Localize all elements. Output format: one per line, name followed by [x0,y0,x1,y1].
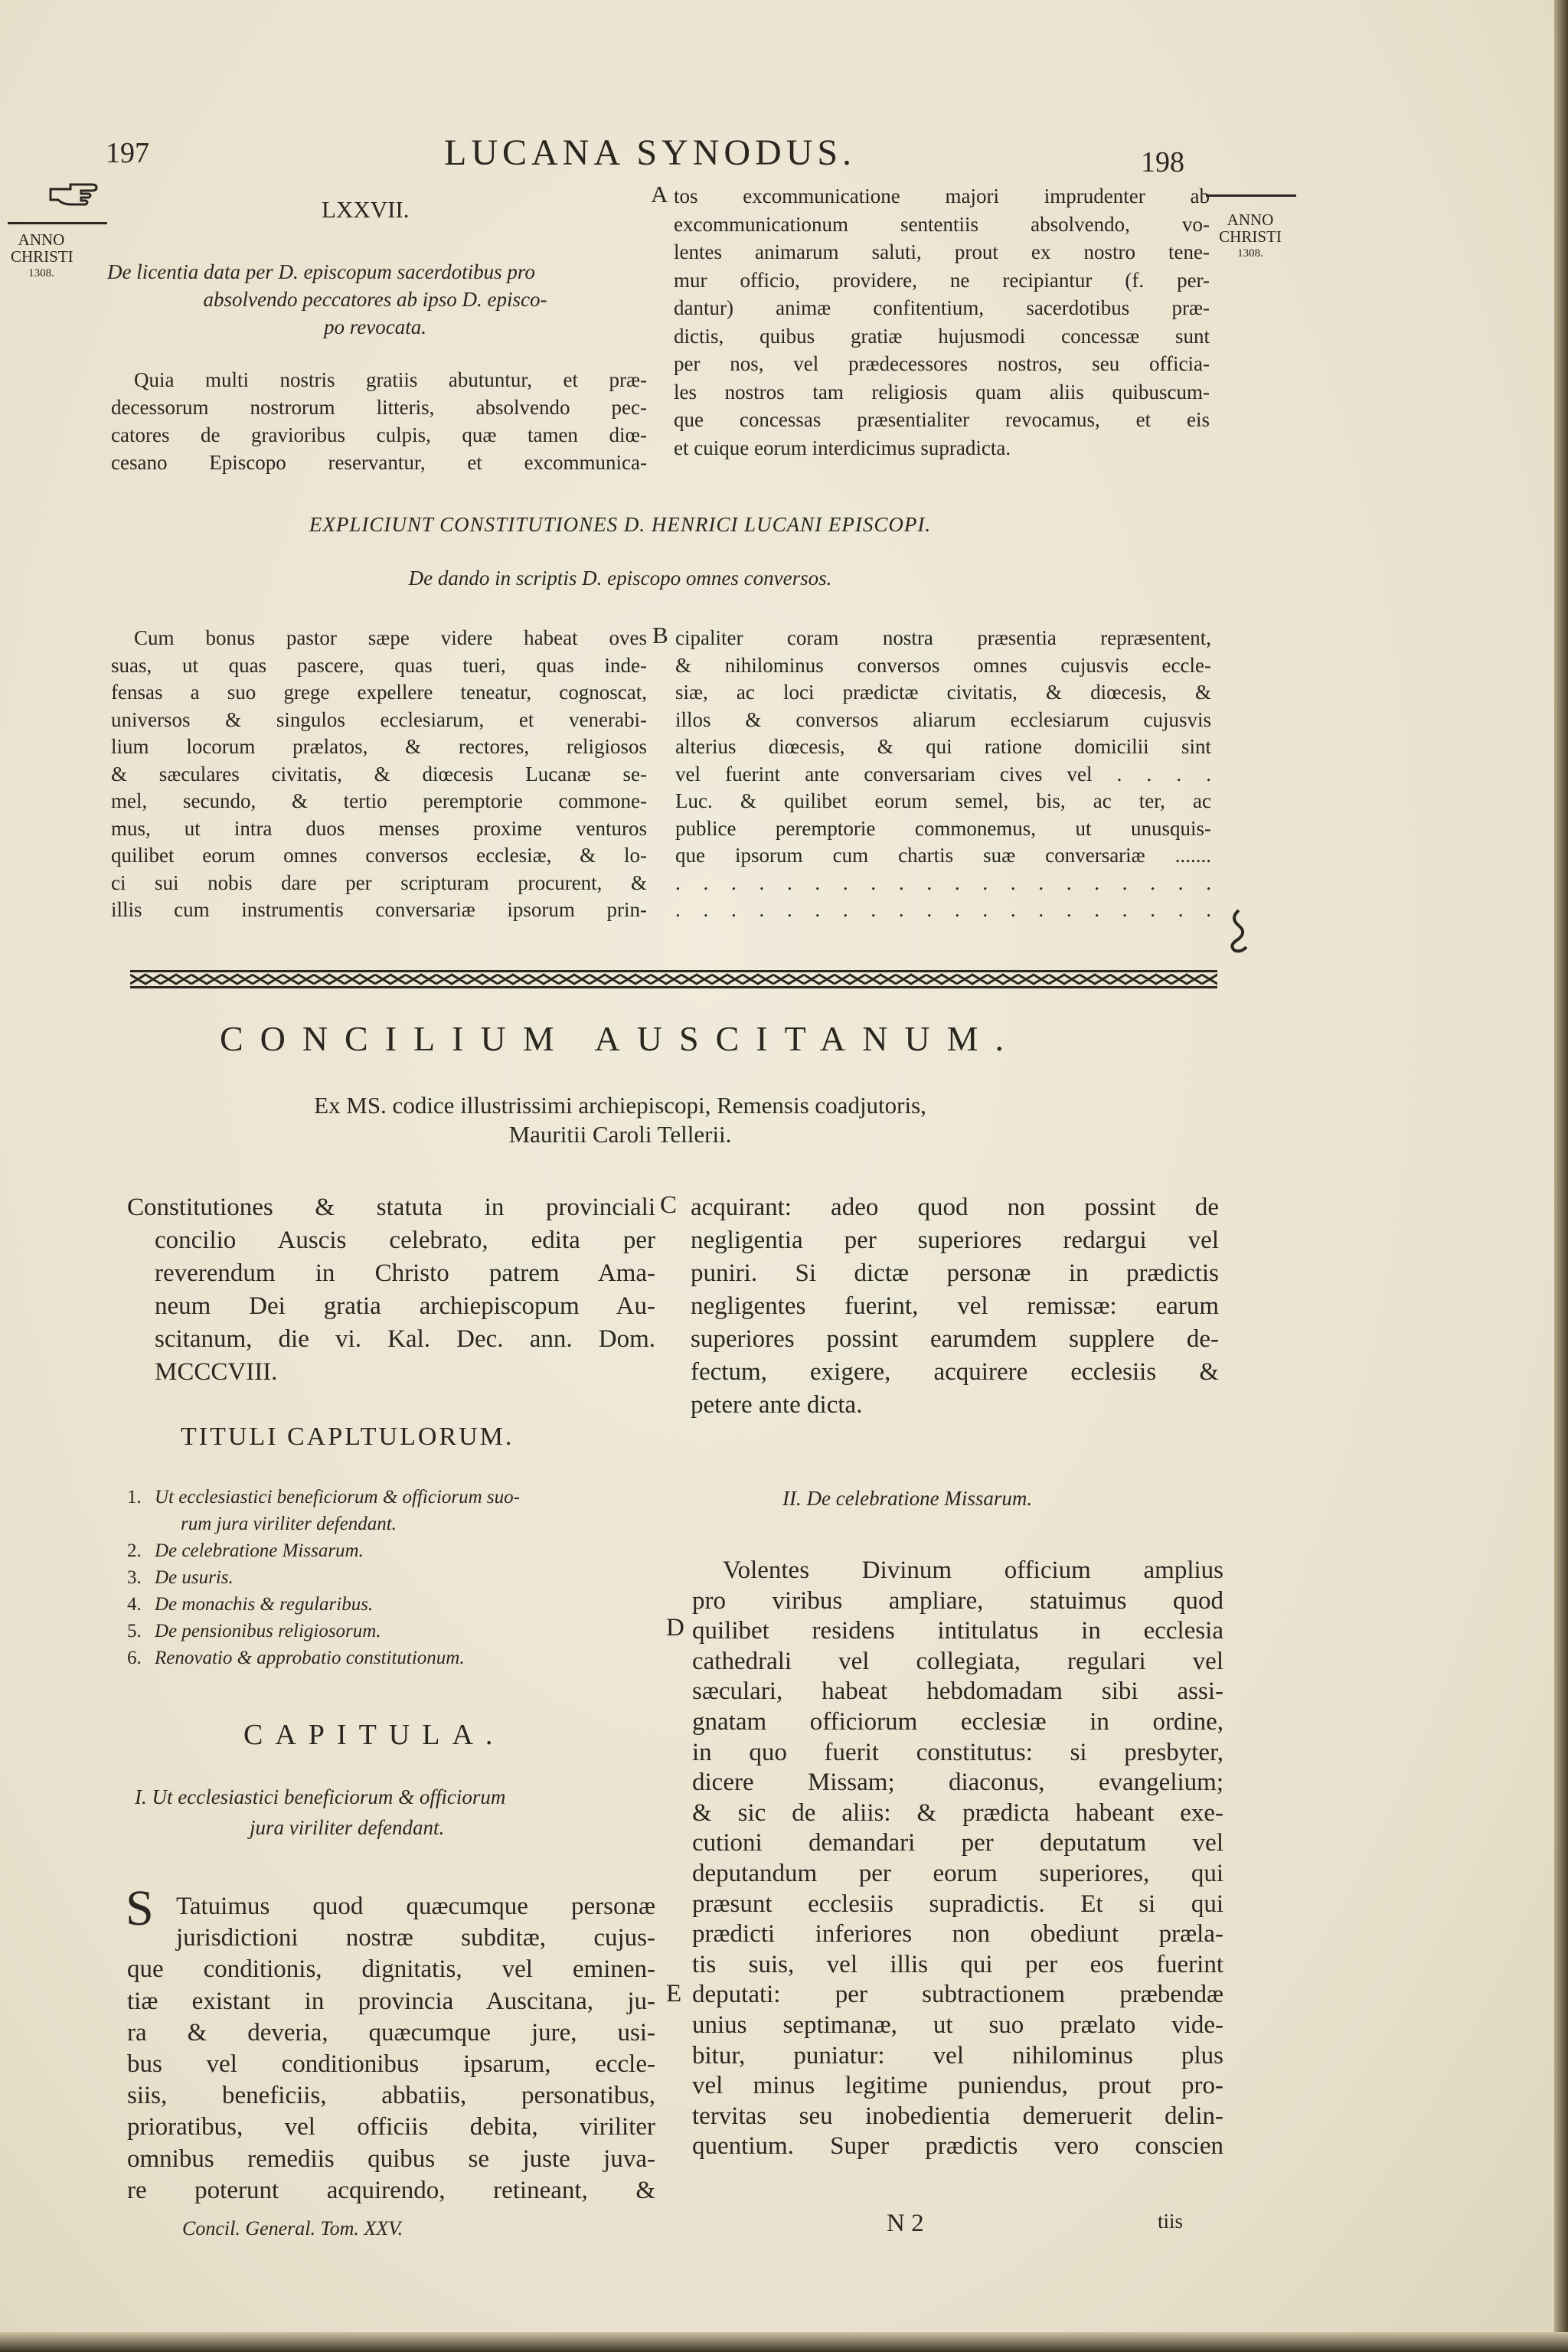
text-line: tervitas seu inobedientia demeruerit delin- [692,2102,1223,2130]
text-line: mus, ut intra duos menses proxime venturos [111,816,647,840]
text-line: sæculari, habeat hebdomadam sibi assi- [692,1677,1223,1706]
footer-source: Concil. General. Tom. XXV. [182,2217,403,2239]
text-line: puniri. Si dictæ personæ in prædictis [691,1259,1219,1287]
text-line: cipaliter coram nostra præsentia repræsentent, [675,626,1211,649]
list-item [127,1537,663,1564]
text-line: jurisdictioni nostræ subditæ, cujus- [176,1924,655,1952]
text-line: Cum bonus pastor sæpe videre habeat oves [134,626,647,649]
list-item [127,1484,663,1511]
margin-rule-left [8,222,107,224]
text-line: vel fuerint ante conversariam cives vel . . . . [675,762,1211,786]
page-number-right: 198 [1141,146,1184,178]
text-line: superiores possint earumdem supplere de- [691,1325,1219,1353]
text-line: bus vel conditionibus ipsarum, eccle- [127,2050,655,2079]
text-line: prædicti inferiores non obediunt præla- [692,1920,1223,1949]
text-line: cutioni demandari per deputatum vel [692,1829,1223,1857]
cap1-title-line-1: I. Ut ecclesiastici beneficiorum & officiorum [135,1785,506,1808]
text-line: dantur) animæ confitentium, sacerdotibus præ- [674,296,1210,319]
text-line: tiæ existant in provincia Auscitana, ju- [127,1987,655,2015]
cap1-title-line-2: jura viriliter defendant. [250,1816,445,1839]
section-letter-d: D [666,1614,684,1642]
text-line: deputandum per eorum superiores, qui [692,1859,1223,1887]
text-line: unius septimanæ, ut suo prælato vide- [692,2011,1223,2039]
text-line: concilio Auscis celebrato, edita per [155,1227,655,1254]
text-line: . . . . . . . . . . . . . . . . . . . . [675,871,1211,894]
text-line: in quo fuerit constitutus: si presbyter, [692,1738,1223,1766]
margin-anno: ANNO [18,230,65,249]
tituli-list [127,1484,663,1671]
list-item [127,1591,663,1618]
section1-right-column [674,182,1210,462]
list-item [127,1564,663,1591]
text-line: alterius diœcesis, & qui ratione domicilii sint [675,735,1211,758]
margin-rule-right [1206,194,1296,197]
text-line: tis suis, vel illis qui per eos fuerint [692,1950,1223,1978]
text-line: & nihilominus conversos omnes cujusvis eccle- [675,653,1211,677]
item-number: 2. [127,1540,142,1561]
catchword: tiis [1158,2210,1184,2233]
margin-christi: CHRISTI [11,247,74,266]
section1-left-column [111,366,647,476]
page-edge-bottom [0,2332,1568,2352]
text-line: per nos, vel prædecessores nostros, seu officia- [674,352,1210,375]
margin-year: 1308. [28,267,54,279]
section2-title: De dando in scriptis D. episcopo omnes conversos. [408,567,832,590]
signature-mark: N 2 [887,2210,924,2237]
text-line: excommunicationum sententiis absolvendo, vo- [674,212,1210,236]
text-line: re poterunt acquirendo, retineant, & [127,2176,655,2204]
text-line: illis cum instrumentis conversariæ ipsorum prin- [111,898,647,921]
text-line: gnatam officiorum ecclesiæ in ordine, [692,1707,1223,1736]
page-edge-right [1554,0,1568,2352]
text-line: que ipsorum cum chartis suæ conversariæ ....... [675,844,1211,867]
intro-left-column [127,1191,655,1389]
text-line: Tatuimus quod quæcumque personæ [176,1893,655,1920]
item-number: 6. [127,1648,142,1668]
margin-note-left [11,231,72,282]
margin-anno: ANNO [1227,211,1274,229]
pointing-hand-icon [47,178,98,209]
text-line: petere ante dicta. [691,1391,863,1419]
text-line: mur officio, providere, ne recipiantur (f. per- [674,268,1210,292]
text-line: Quia multi nostris gratiis abutuntur, et præ- [134,368,647,391]
text-line: que conditionis, dignitatis, vel eminen- [127,1955,655,1984]
text-line: ra & deveria, quæcumque jure, usi- [127,2018,655,2047]
item-text: De monachis & regularibus. [155,1594,374,1615]
text-line: fensas a suo grege expellere teneatur, cognoscat, [111,681,647,704]
section-letter-c: C [660,1191,678,1219]
text-line: neum Dei gratia archiepiscopum Au- [155,1292,655,1320]
cap1-body [127,1891,655,2207]
text-line: dictis, quibus gratiæ hujusmodi concessæ sunt [674,324,1210,348]
item-text-cont: rum jura viriliter defendant. [181,1514,397,1534]
text-line: deputati: per subtractionem præbendæ [692,1981,1223,2009]
explicit-heading: EXPLICIUNT CONSTITUTIONES D. HENRICI LUCANI EPISCOPI. [309,513,932,536]
source-line-1: Ex MS. codice illustrissimi archiepiscopi, Remensis coadjutoris, [314,1092,926,1119]
text-line: catores de gravioribus culpis, quæ tamen diœ- [111,423,647,446]
text-line: negligentia per superiores redargui vel [691,1227,1219,1254]
text-line: præsunt ecclesiis supradictis. Et si qui [692,1890,1223,1918]
text-line: et cuique eorum interdicimus supradicta. [674,436,1011,459]
text-line: negligentes fuerint, vel remissæ: earum [691,1292,1219,1320]
item-number: 1. [127,1487,142,1508]
text-line: tos excommunicatione majori imprudenter ab [674,185,1210,207]
text-line: decessorum nostrorum litteris, absolvendo pec- [111,396,647,419]
text-line: lentes animarum saluti, prout ex nostro tene- [674,240,1210,263]
text-line: . . . . . . . . . . . . . . . . . . . . [675,898,1211,921]
text-line: siis, beneficiis, abbatiis, personatibus, [127,2082,655,2110]
flourish-icon [1225,907,1253,953]
page-number-left: 197 [106,137,149,169]
text-line: universos & singulos ecclesiarum, et venerabi- [111,707,647,731]
section-letter-e: E [666,1980,682,2007]
text-line: quilibet residens intitulatus in ecclesia [692,1617,1223,1645]
text-line: vel minus legitime puniendus, prout pro- [692,2072,1223,2100]
text-line: Constitutiones & statuta in provinciali [127,1194,655,1221]
margin-year: 1308. [1237,247,1263,260]
tituli-heading: TITULI CAPLTULORUM. [181,1423,514,1451]
text-line: prioratibus, vel officiis debita, viriliter [127,2113,655,2141]
text-line: mel, secundo, & tertio peremptorie commone- [111,789,647,812]
section-title-line-2: absolvendo peccatores ab ipso D. episco- [203,288,547,311]
section-number: LXXVII. [322,196,410,223]
section-letter-a: A [651,181,668,207]
running-title: LUCANA SYNODUS. [444,132,857,173]
cap2-body [692,1556,1223,2162]
section-letter-b: B [652,622,668,648]
text-line: suas, ut quas pascere, quas tueri, quas inde- [111,653,647,677]
text-line: siæ, ac loci prædictæ civitatis, & diœcesis, & [675,681,1211,704]
text-line: bitur, puniatur: vel nihilominus plus [692,2041,1223,2069]
item-number: 5. [127,1621,142,1642]
text-line: MCCCVIII. [155,1358,278,1386]
item-text: De pensionibus religiosorum. [155,1621,381,1642]
text-line: Luc. & quilibet eorum semel, bis, ac ter, ac [675,789,1211,812]
text-line: publice peremptorie commonemus, ut unusquis- [675,816,1211,840]
text-line: que concessas præsentialiter revocamus, et eis [674,408,1210,431]
text-line: cesano Episcopo reservantur, et excommunica- [111,451,647,474]
intro-right-column [691,1191,1219,1422]
list-item [127,1618,663,1645]
section2-left-column [111,625,647,924]
text-line: fectum, exigere, acquirere ecclesiis & [691,1358,1219,1386]
text-line: pro viribus ampliare, statuimus quod [692,1586,1223,1615]
item-text: De usuris. [155,1567,234,1588]
text-line: acquirant: adeo quod non possint de [691,1194,1219,1221]
text-line: omnibus remediis quibus se juste juva- [127,2145,655,2173]
margin-note-right [1216,211,1285,262]
cap2-title: II. De celebratione Missarum. [782,1487,1033,1510]
text-line: scitanum, die vi. Kal. Dec. ann. Dom. [155,1325,655,1353]
text-line: dicere Missam; diaconus, evangelium; [692,1769,1223,1797]
text-line: reverendum in Christo patrem Ama- [155,1259,655,1287]
section-title-line-1: De licentia data per D. episcopum sacerdotibus pro [107,260,535,283]
source-line-2: Mauritii Caroli Tellerii. [508,1121,732,1148]
decorative-band-icon [130,968,1217,991]
text-line: cathedrali vel collegiata, regulari vel [692,1647,1223,1675]
text-line: & sic de aliis: & prædicta habeant exe- [692,1798,1223,1827]
item-number: 3. [127,1567,142,1588]
item-text: Renovatio & approbatio constitutionum. [155,1648,465,1668]
margin-christi: CHRISTI [1219,227,1282,246]
text-line: Volentes Divinum officium amplius [723,1557,1223,1584]
text-line: lium locorum prælatos, & rectores, religiosos [111,735,647,758]
text-line: ci sui nobis dare per scripturam procurent, & [111,871,647,894]
text-line: quilibet eorum omnes conversos ecclesiæ, & lo- [111,844,647,867]
list-item [127,1645,663,1671]
text-line: quentium. Super prædictis vero conscien [692,2132,1223,2161]
concilium-title: CONCILIUM AUSCITANUM. [219,1019,1021,1058]
item-text: De celebratione Missarum. [155,1540,364,1561]
text-line: illos & conversos aliarum ecclesiarum cujusvis [675,707,1211,731]
section2-right-column [675,625,1211,924]
text-line: les nostros tam religiosis quam aliis quibuscum- [674,380,1210,403]
item-text: Ut ecclesiastici beneficiorum & officiorum suo- [155,1487,520,1508]
drop-cap-s: S [126,1880,154,1936]
section-title-line-3: po revocata. [324,315,426,338]
text-line: & sæculares civitatis, & diœcesis Lucanæ se- [111,762,647,786]
item-number: 4. [127,1594,142,1615]
capitula-heading: CAPITULA. [243,1719,505,1751]
